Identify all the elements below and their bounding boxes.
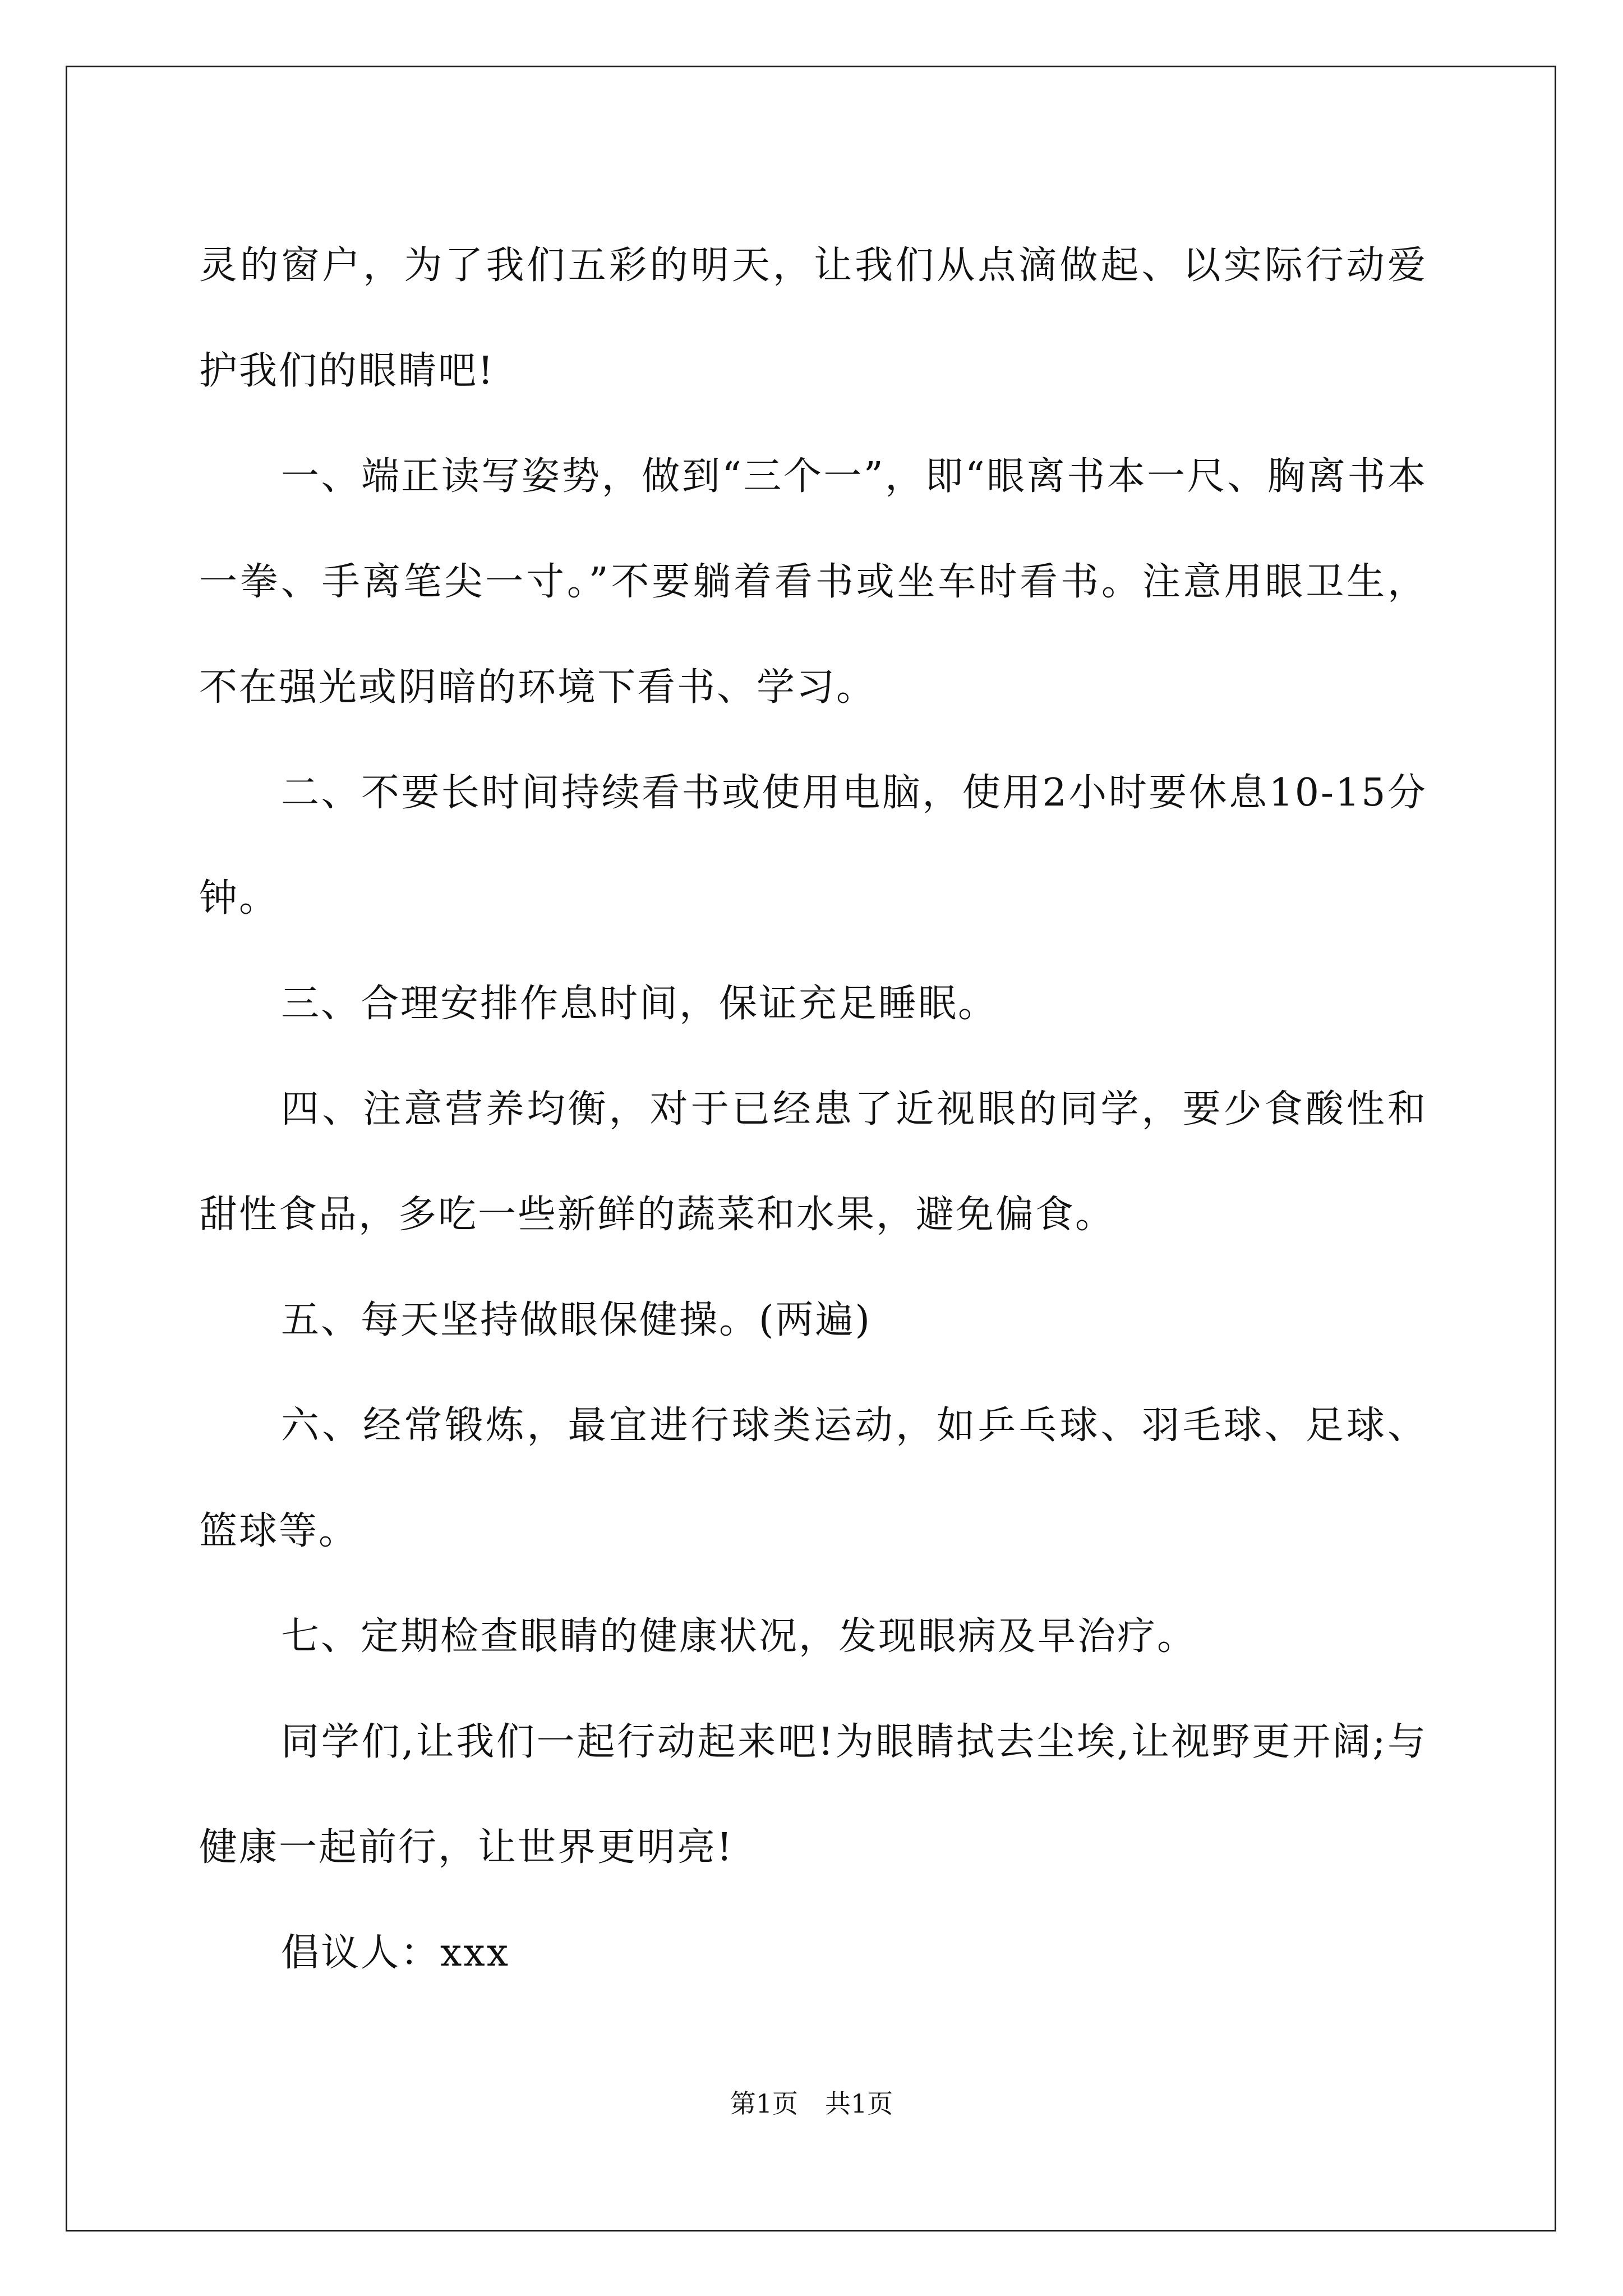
paragraph-closing-appeal: 同学们,让我们一起行动起来吧!为眼睛拭去尘埃,让视野更开阔;与健康一起前行，让世界更明亮! [199, 1720, 1427, 1870]
paragraph-item-3: 三、合理安排作息时间，保证充足睡眠。 [281, 982, 998, 1026]
paragraph-item-2: 二、不要长时间持续看书或使用电脑，使用2小时要休息10-15分钟。 [199, 771, 1427, 921]
paragraph-item-4: 四、注意营养均衡，对于已经患了近视眼的同学，要少食酸性和甜性食品，多吃一些新鲜的蔬菜和水果，避免偏食。 [199, 1087, 1427, 1237]
paragraph-item-1: 一、端正读写姿势，做到“三个一”，即“眼离书本一尺、胸离书本一拳、手离笔尖一寸。”不要躺着看书或坐车时看书。注意用眼卫生，不在强光或阴暗的环境下看书、学习。 [199, 454, 1427, 710]
paragraph-signature: 倡议人：xxx [281, 1931, 510, 1975]
page-number-current: 第1页 [730, 2088, 798, 2119]
paragraph-item-6: 六、经常锻炼，最宜进行球类运动，如乒乓球、羽毛球、足球、篮球等。 [199, 1404, 1427, 1553]
page-footer [0, 2087, 1623, 2120]
document-body [199, 213, 1427, 2006]
paragraph-item-5: 五、每天坚持做眼保健操。(两遍) [281, 1298, 872, 1342]
page-number-total: 共1页 [825, 2088, 893, 2119]
paragraph-item-7: 七、定期检查眼睛的健康状况，发现眼病及早治疗。 [281, 1614, 1197, 1659]
paragraph-continuation: 灵的窗户，为了我们五彩的明天，让我们从点滴做起、以实际行动爱护我们的眼睛吧! [199, 243, 1427, 393]
